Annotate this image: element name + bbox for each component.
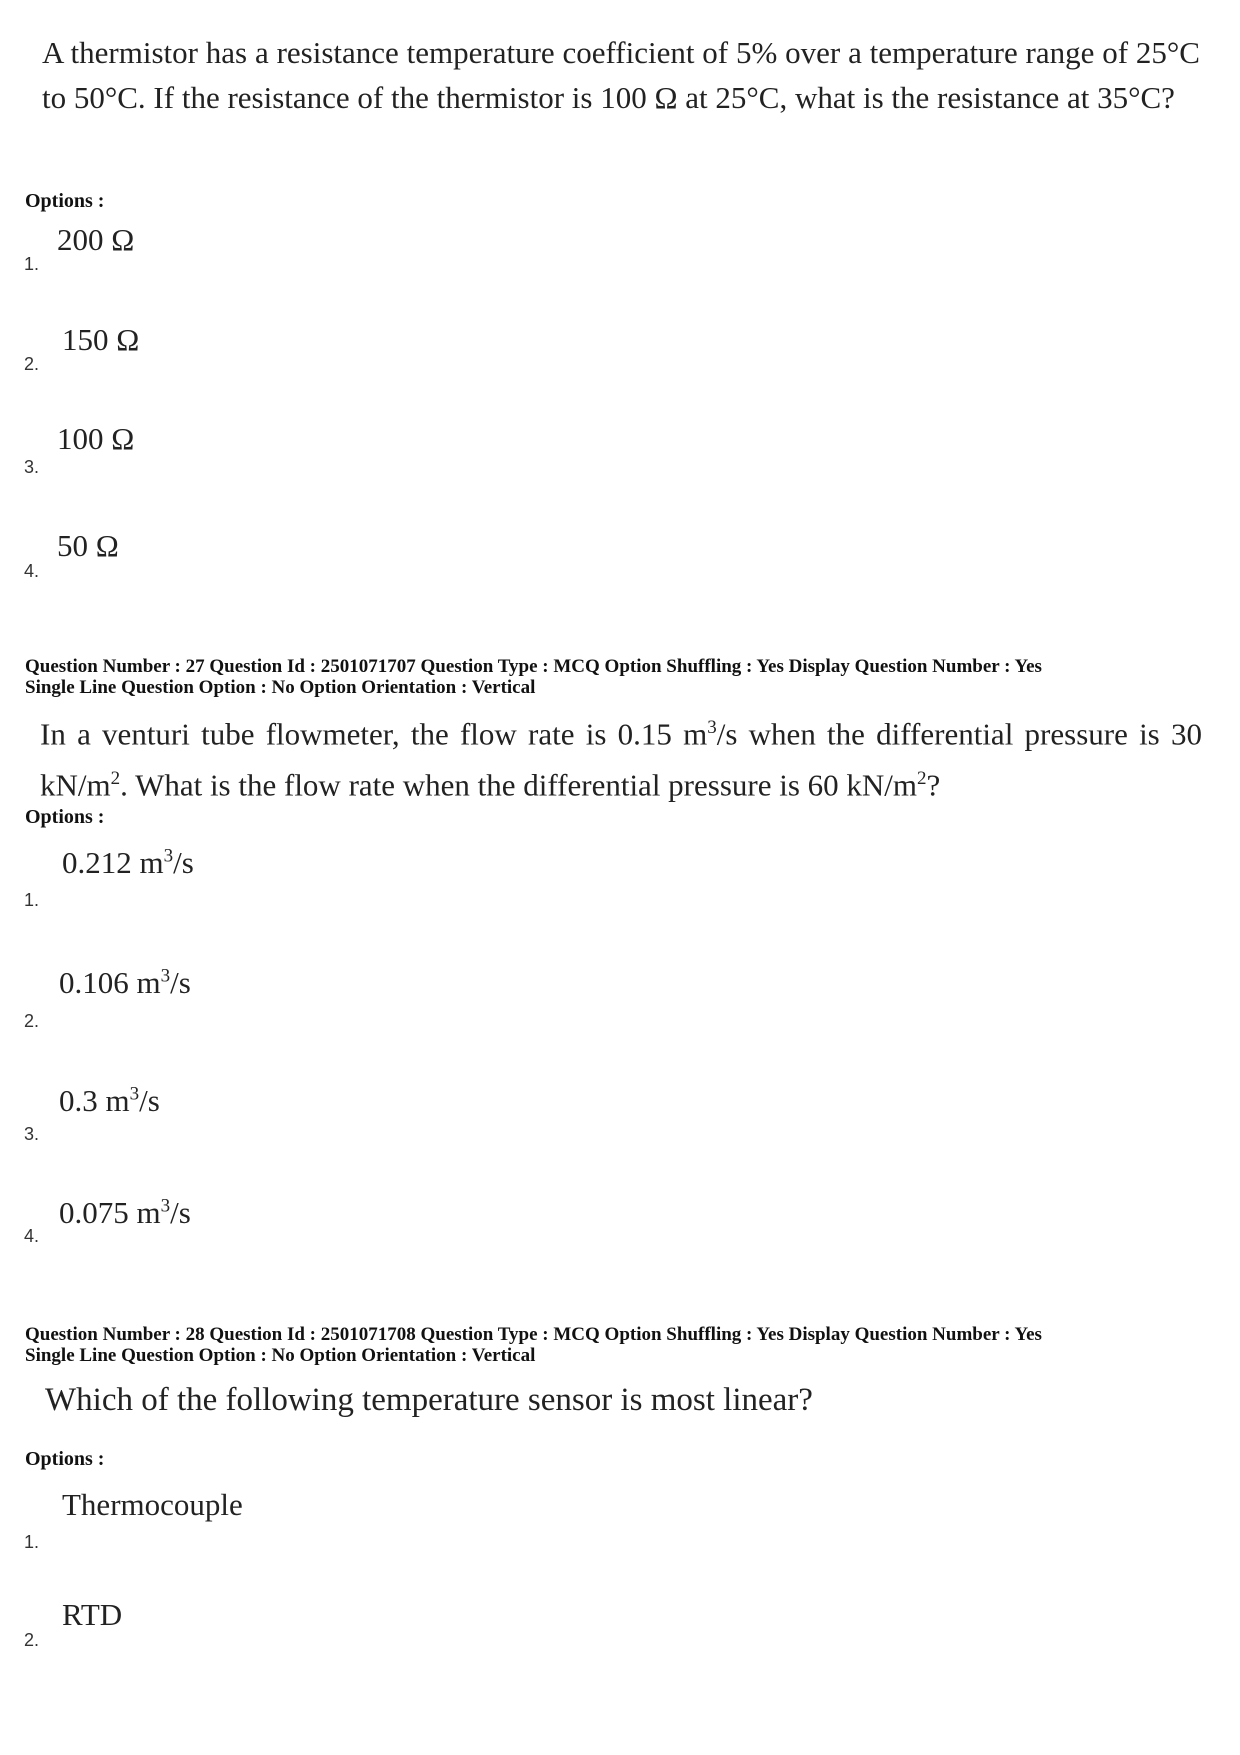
option-4-text: 0.075 $m^3/s$ — [59, 1195, 191, 1230]
options-label: Options : — [25, 806, 105, 828]
question-28-meta-line-2: Single Line Question Option : No Option Orientation : Vertical — [25, 1345, 536, 1366]
option-1-number: 1. — [24, 1532, 40, 1552]
option-4-text: 50 Ω — [57, 528, 119, 563]
option-2-text: 0.106 $m^3/s$ — [59, 965, 191, 1000]
options-label: Options : — [25, 1448, 105, 1470]
option-1-number: 1. — [24, 890, 40, 910]
option-2-text: 150 Ω — [62, 322, 140, 357]
question-26-text: A thermistor has a resistance temperature coefficient of 5% over a temperature range of 25°C to 50°C. If the resistance of the thermistor is 100 Ω at 25°C, what is the resistance at 35°C? — [42, 35, 1200, 115]
option-1-text: 200 Ω — [57, 222, 135, 257]
question-27-meta-line-2: Single Line Question Option : No Option Orientation : Vertical — [25, 677, 536, 698]
option-1-text: Thermocouple — [62, 1487, 243, 1522]
option-4-number: 4. — [24, 561, 40, 581]
option-3-number: 3. — [24, 457, 40, 477]
option-1-text: 0.212 $m^3/s$ — [62, 845, 194, 880]
option-1-number: 1. — [24, 254, 40, 274]
option-3-text: 0.3 $m^3/s$ — [59, 1083, 160, 1118]
option-3-number: 3. — [24, 1124, 40, 1144]
question-27-meta-line-1: Question Number : 27 Question Id : 2501071707 Question Type : MCQ Option Shuffling : Yes Display Question Number : Yes — [25, 656, 1042, 677]
option-2-number: 2. — [24, 1011, 40, 1031]
option-3-text: 100 Ω — [57, 421, 135, 456]
option-2-number: 2. — [24, 354, 40, 374]
question-28-text: Which of the following temperature sensor is most linear? — [45, 1382, 813, 1418]
option-2-text: RTD — [62, 1597, 123, 1632]
option-2-number: 2. — [24, 1630, 40, 1650]
option-4-number: 4. — [24, 1226, 40, 1246]
options-label: Options : — [25, 190, 105, 212]
question-27-text: In a venturi tube flowmeter, the flow rate is 0.15 $m^3/s$ when the differential pressure is 30 $kN/m^2$. What is the flow rate when the differential pressure is 60 $kN/m^2$? — [40, 716, 1202, 803]
question-28-meta-line-1: Question Number : 28 Question Id : 2501071708 Question Type : MCQ Option Shuffling : Yes Display Question Number : Yes — [25, 1324, 1042, 1345]
